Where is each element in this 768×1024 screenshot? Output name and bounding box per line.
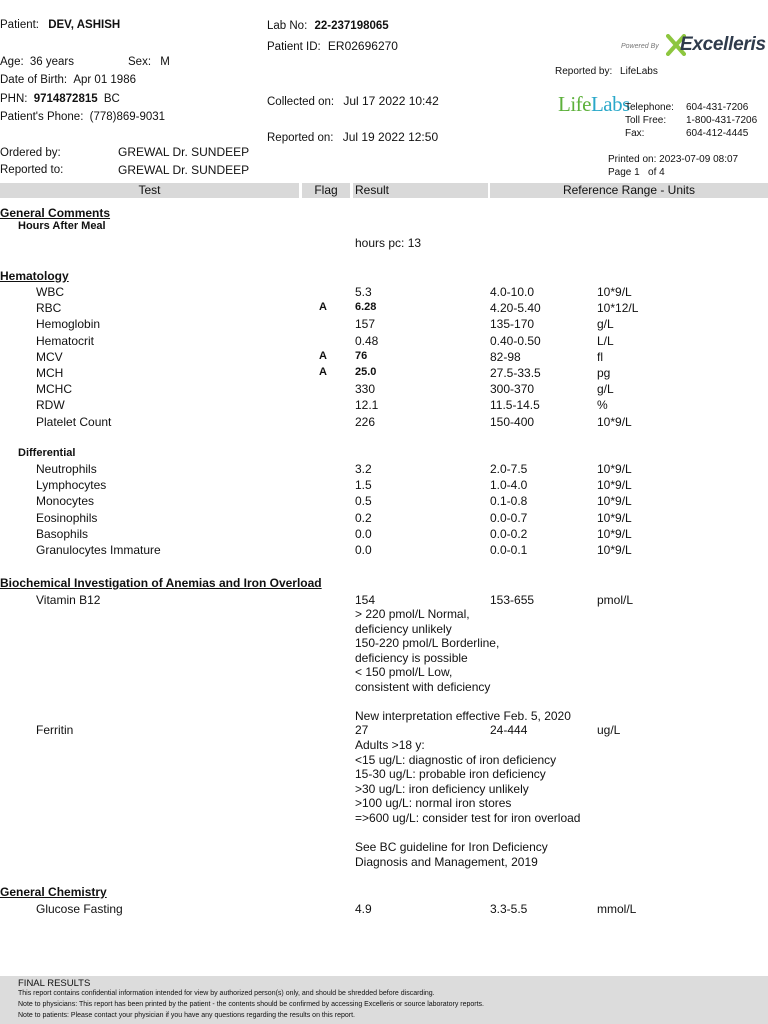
patient-id-value: ER02696270 xyxy=(327,39,398,53)
section-hematology: Hematology xyxy=(0,269,69,283)
note-line: <15 ug/L: diagnostic of iron deficiency xyxy=(355,752,557,767)
note-line: consistent with deficiency xyxy=(355,679,491,694)
test-name: RBC xyxy=(36,301,62,316)
reported-by-label: Reported by: xyxy=(555,66,613,77)
test-unit: g/L xyxy=(597,382,614,397)
phn-province: BC xyxy=(103,93,120,105)
test-unit: 10*9/L xyxy=(597,510,632,525)
ferritin-interpretation xyxy=(355,738,580,869)
reported-on-row xyxy=(267,130,438,144)
test-range: 0.40-0.50 xyxy=(490,333,541,348)
test-name: RDW xyxy=(36,398,65,413)
table-row xyxy=(0,350,768,366)
lifelabs-logo-life: Life xyxy=(558,92,591,116)
table-row xyxy=(0,543,768,559)
column-header-flag: Flag xyxy=(302,183,350,198)
age-row xyxy=(0,56,74,68)
column-header-test: Test xyxy=(0,183,299,198)
test-range: 4.0-10.0 xyxy=(490,285,535,299)
table-row xyxy=(0,366,768,382)
collected-label: Collected on: xyxy=(267,96,335,108)
patient-id-row xyxy=(267,39,398,53)
telephone-label: Telephone: xyxy=(625,102,674,113)
test-range: 0.0-0.7 xyxy=(490,510,528,525)
test-range: 150-400 xyxy=(490,414,535,429)
table-row xyxy=(0,902,768,918)
page-indicator: Page 1 of 4 xyxy=(608,167,665,178)
reported-on-value: Jul 19 2022 12:50 xyxy=(342,130,439,144)
column-header-result: Result xyxy=(353,183,488,198)
test-result: 12.1 xyxy=(355,398,379,413)
test-unit: 10*9/L xyxy=(597,543,632,557)
test-unit: ug/L xyxy=(597,723,621,737)
test-name: Platelet Count xyxy=(36,414,112,429)
phn-row xyxy=(0,93,120,105)
test-name: Hemoglobin xyxy=(36,317,101,332)
table-row xyxy=(0,415,768,431)
patient-label: Patient: xyxy=(0,19,39,31)
sex-value: M xyxy=(160,56,170,68)
section-general-comments: General Comments xyxy=(0,206,111,220)
test-result: 226 xyxy=(355,414,376,429)
test-result: 0.0 xyxy=(355,543,372,557)
footer-physician-note: Note to physicians: This report has been printed by the patient - the contents should be confirmed by accessing Excelleris or source laboratory reports. xyxy=(18,1001,485,1008)
test-unit: 10*9/L xyxy=(597,414,632,429)
ordered-label: Ordered by: xyxy=(0,147,61,159)
reported-to-label: Reported to: xyxy=(0,164,64,176)
table-row xyxy=(0,494,768,510)
test-range: 0.1-0.8 xyxy=(490,494,528,509)
powered-by-text: Powered By xyxy=(621,43,659,50)
test-name: MCHC xyxy=(36,382,72,397)
note-line: New interpretation effective Feb. 5, 2020 xyxy=(355,709,571,724)
phn-value: 9714872815 xyxy=(33,93,98,105)
test-name: Hematocrit xyxy=(36,333,95,348)
tollfree-label: Toll Free: xyxy=(625,115,667,126)
phone-label: Patient's Phone: xyxy=(0,111,84,123)
test-unit: 10*12/L xyxy=(597,301,639,316)
fax-value: 604-412-4445 xyxy=(686,128,749,139)
table-row xyxy=(0,527,768,543)
lifelabs-logo xyxy=(558,92,630,117)
note-spacer xyxy=(355,695,571,710)
test-unit: pmol/L xyxy=(597,593,634,607)
test-result: 5.3 xyxy=(355,285,372,299)
test-name: Monocytes xyxy=(36,494,95,509)
phone-row xyxy=(0,111,165,123)
test-range: 0.0-0.1 xyxy=(490,543,528,557)
note-line: Adults >18 y: xyxy=(355,738,425,752)
test-result: 6.28 xyxy=(355,301,377,314)
test-unit: 10*9/L xyxy=(597,494,632,509)
test-name: Granulocytes Immature xyxy=(36,543,161,557)
test-range: 11.5-14.5 xyxy=(490,398,540,413)
collected-row xyxy=(267,94,439,108)
table-row xyxy=(0,334,768,350)
hours-after-meal-value: hours pc: 13 xyxy=(355,236,422,250)
section-anemia: Biochemical Investigation of Anemias and Iron Overload xyxy=(0,576,322,590)
age-label: Age: xyxy=(0,56,24,68)
test-unit: mmol/L xyxy=(597,902,637,916)
test-result: 330 xyxy=(355,382,376,397)
abnormal-flag: A xyxy=(319,349,327,362)
table-row xyxy=(0,398,768,414)
test-name: WBC xyxy=(36,285,64,299)
telephone-value: 604-431-7206 xyxy=(686,102,749,113)
test-range: 24-444 xyxy=(490,723,528,737)
dob-row xyxy=(0,74,136,86)
test-unit: 10*9/L xyxy=(597,462,632,476)
test-range: 3.3-5.5 xyxy=(490,902,528,916)
table-row xyxy=(0,723,768,739)
table-row xyxy=(0,382,768,398)
test-result: 0.5 xyxy=(355,494,372,509)
printed-on: Printed on: 2023-07-09 08:07 xyxy=(608,154,739,165)
test-range: 0.0-0.2 xyxy=(490,526,528,541)
test-result: 4.9 xyxy=(355,902,372,916)
table-row xyxy=(0,317,768,333)
footer-confidential-note: This report contains confidential information intended for view by authorized person(s) only, and should be shredded before discarding. xyxy=(18,990,435,997)
excelleris-wordmark: Excelleris xyxy=(680,34,766,55)
lifelabs-logo-labs: Labs xyxy=(590,92,630,116)
abnormal-flag: A xyxy=(319,301,327,314)
test-unit: % xyxy=(597,398,608,413)
dob-label: Date of Birth: xyxy=(0,74,68,86)
reported-on-label: Reported on: xyxy=(267,132,334,144)
note-line: < 150 pmol/L Low, xyxy=(355,665,453,680)
note-line: 15-30 ug/L: probable iron deficiency xyxy=(355,767,546,782)
test-name: Ferritin xyxy=(36,723,74,737)
test-result: 154 xyxy=(355,593,376,607)
table-row xyxy=(0,301,768,317)
table-row xyxy=(0,478,768,494)
test-range: 153-655 xyxy=(490,593,535,607)
patient-id-label: Patient ID: xyxy=(267,41,321,53)
note-line: deficiency is possible xyxy=(355,650,468,665)
table-row xyxy=(0,462,768,478)
tollfree-value: 1-800-431-7206 xyxy=(686,115,758,126)
reported-by-value: LifeLabs xyxy=(620,66,658,77)
test-name: Glucose Fasting xyxy=(36,902,123,916)
test-unit: 10*9/L xyxy=(597,285,632,299)
sex-label: Sex: xyxy=(128,56,152,68)
test-unit: L/L xyxy=(597,333,614,348)
test-result: 0.0 xyxy=(355,526,372,541)
footer-patient-note: Note to patients: Please contact your physician if you have any questions regarding the results on this report. xyxy=(18,1012,355,1019)
age-value: 36 years xyxy=(29,56,74,68)
test-result: 25.0 xyxy=(355,366,377,378)
test-name: MCH xyxy=(36,366,64,380)
test-name: Basophils xyxy=(36,526,89,541)
test-result: 0.2 xyxy=(355,510,372,525)
test-unit: 10*9/L xyxy=(597,478,632,493)
note-line: >30 ug/L: iron deficiency unlikely xyxy=(355,781,529,796)
patient-name: DEV, ASHISH xyxy=(48,19,121,31)
note-line: 150-220 pmol/L Borderline, xyxy=(355,636,500,651)
test-result: 157 xyxy=(355,317,376,332)
b12-interpretation xyxy=(355,607,571,724)
sex-row xyxy=(128,56,170,68)
test-result: 3.2 xyxy=(355,462,372,476)
test-range: 2.0-7.5 xyxy=(490,462,528,476)
test-unit: pg xyxy=(597,366,611,380)
test-unit: g/L xyxy=(597,317,614,332)
abnormal-flag: A xyxy=(319,366,327,378)
note-spacer xyxy=(355,826,580,841)
phone-value: (778)869-9031 xyxy=(89,111,166,123)
test-range: 300-370 xyxy=(490,382,535,397)
test-range: 4.20-5.40 xyxy=(490,301,541,316)
test-unit: 10*9/L xyxy=(597,526,632,541)
table-row xyxy=(0,511,768,527)
note-line: See BC guideline for Iron Deficiency xyxy=(355,840,548,855)
test-range: 27.5-33.5 xyxy=(490,366,541,380)
test-result: 27 xyxy=(355,723,369,737)
lab-no-row xyxy=(267,20,389,32)
test-result: 1.5 xyxy=(355,478,372,493)
subsection-hours-after-meal: Hours After Meal xyxy=(18,220,106,232)
reported-by-row xyxy=(555,66,658,77)
subsection-differential: Differential xyxy=(18,447,76,459)
test-unit: fl xyxy=(597,349,603,364)
test-range: 82-98 xyxy=(490,349,521,364)
report-footer xyxy=(0,976,768,1024)
test-name: Vitamin B12 xyxy=(36,593,101,607)
table-row xyxy=(0,285,768,301)
note-line: =>600 ug/L: consider test for iron overload xyxy=(355,810,581,825)
phn-label: PHN: xyxy=(0,93,28,105)
patient-row xyxy=(0,19,120,31)
test-name: MCV xyxy=(36,349,63,364)
test-name: Lymphocytes xyxy=(36,478,107,493)
section-general-chemistry: General Chemistry xyxy=(0,885,107,899)
final-results-label: FINAL RESULTS xyxy=(18,978,91,989)
note-line: Diagnosis and Management, 2019 xyxy=(355,854,538,869)
ordered-value: GREWAL Dr. SUNDEEP xyxy=(118,145,250,159)
test-range: 135-170 xyxy=(490,317,535,332)
test-name: Neutrophils xyxy=(36,462,97,476)
note-line: deficiency unlikely xyxy=(355,621,452,636)
note-line: > 220 pmol/L Normal, xyxy=(355,607,470,621)
reported-to-value: GREWAL Dr. SUNDEEP xyxy=(118,163,250,177)
test-name: Eosinophils xyxy=(36,510,98,525)
test-result: 0.48 xyxy=(355,333,379,348)
test-result: 76 xyxy=(355,349,368,362)
fax-label: Fax: xyxy=(625,128,645,139)
note-line: >100 ug/L: normal iron stores xyxy=(355,796,512,811)
lab-no-value: 22-237198065 xyxy=(314,20,389,32)
lab-no-label: Lab No: xyxy=(267,20,308,32)
dob-value: Apr 01 1986 xyxy=(73,74,136,86)
column-header-range: Reference Range - Units xyxy=(490,183,768,198)
test-range: 1.0-4.0 xyxy=(490,478,528,493)
collected-value: Jul 17 2022 10:42 xyxy=(343,94,439,108)
